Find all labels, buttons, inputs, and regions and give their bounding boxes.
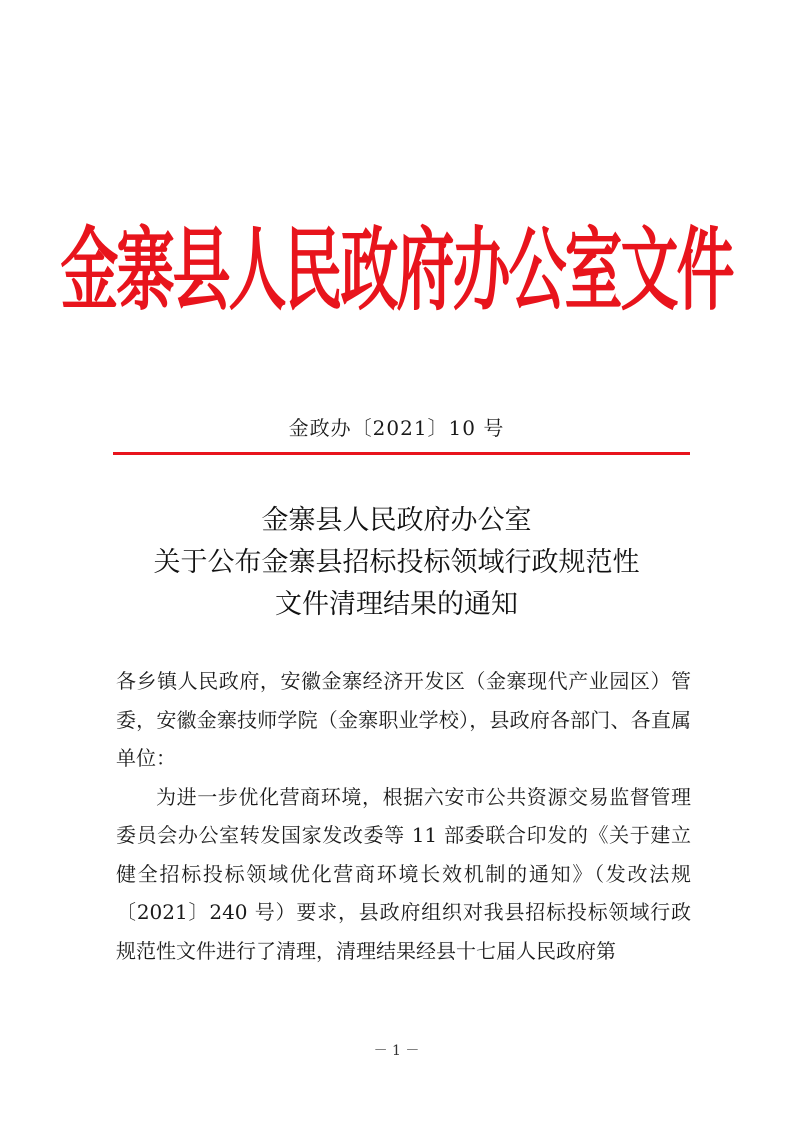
salutation: 各乡镇人民政府，安徽金寨经济开发区（金寨现代产业园区）管委，安徽金寨技师学院（金寨职业学校），县政府各部门、各直属单位： [116,669,691,770]
body-paragraph: 为进一步优化营商环境，根据六安市公共资源交易监督管理委员会办公室转发国家发改委等 11 部委联合印发的《关于建立健全招标投标领域优化营商环境长效机制的通知》（发改法规〔2021〕240 号）要求，县政府组织对我县招标投标领域行政规范性文件进行了清理，清理结果经县十七届人民政府第 [116,784,691,963]
title-line-3: 文件清理结果的通知 [275,589,518,620]
title-line-2: 关于公布金寨县招标投标领域行政规范性 [153,547,640,578]
document-title [0,500,793,626]
title-line-1: 金寨县人民政府办公室 [261,505,532,536]
document-number: 金政办〔2021〕10 号 [288,416,505,440]
page-number: － 1 － [373,1043,420,1059]
document-masthead: 金寨县人民政府办公室文件 [60,217,733,323]
red-separator-line [113,452,690,455]
document-body [116,662,691,970]
